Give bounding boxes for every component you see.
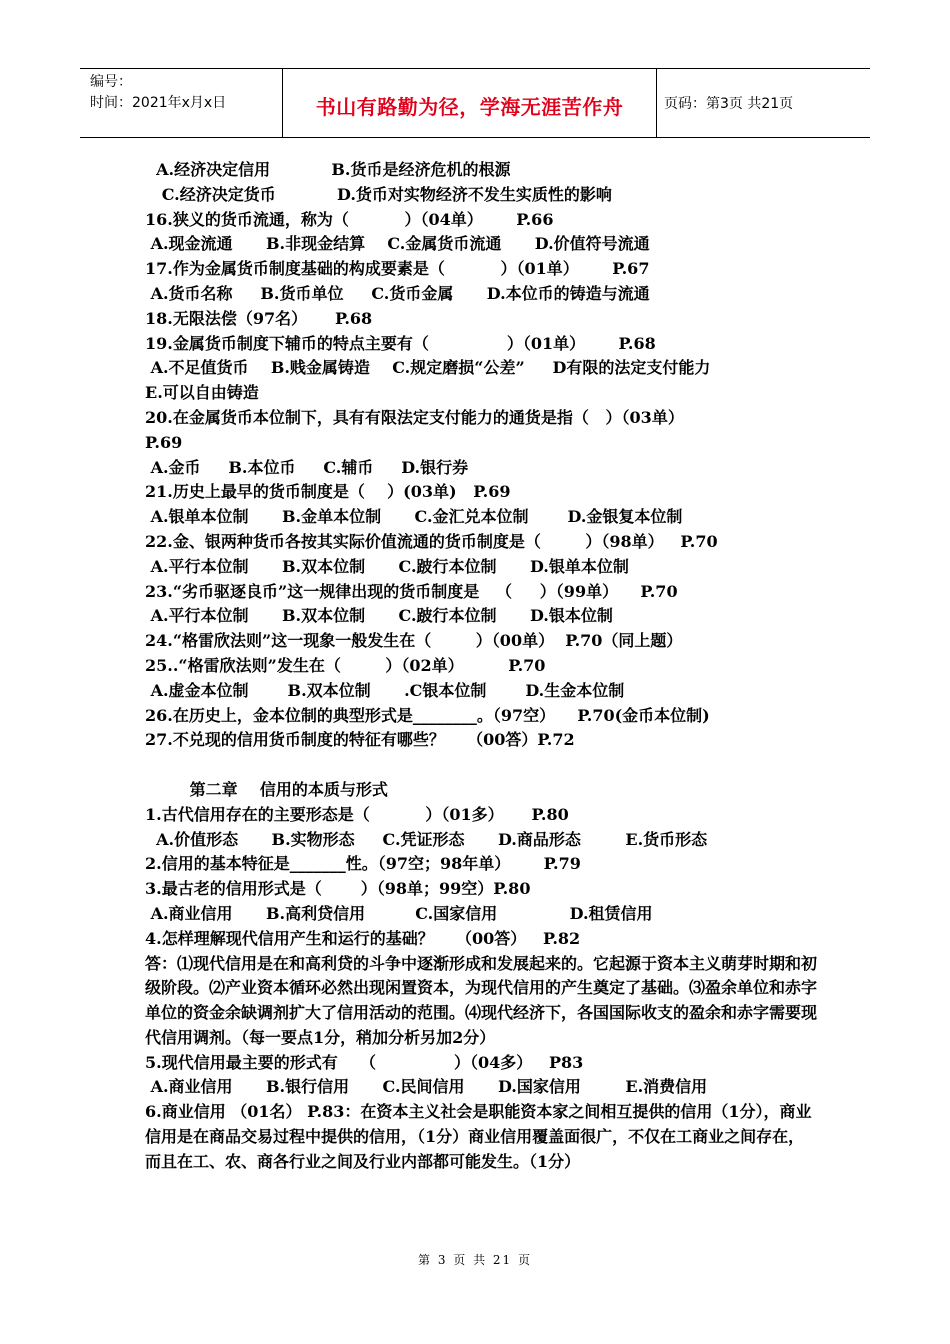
text-line: A.金币 B.本位币 C.辅币 D.银行券	[145, 457, 469, 477]
text-line: 17.作为金属货币制度基础的构成要素是（ ）（01单） P.67	[145, 259, 650, 279]
text-line: 3.最古老的信用形式是（ ）（98单；99空）P.80	[145, 879, 531, 899]
chapter-heading: 第二章 信用的本质与形式	[145, 779, 388, 799]
answer-paragraph: 答：⑴现代信用是在和高利贷的斗争中逐渐形成和发展起来的。它起源于资本主义萌芽时期和初级阶段。⑵产业资本循环必然出现闲置资本，为现代信用的产生奠定了基础。⑶盈余单位和赤字单位的资金余缺调剂扩大了信用活动的范围。⑷现代经济下，各国国际收支的盈余和赤字需要现代信用调剂。（每一要点1分，稍加分析另加2分）	[145, 953, 818, 1047]
text-line: C.经济决定货币 D.货币对实物经济不发生实质性的影响	[145, 184, 612, 204]
text-line: A.商业信用 B.银行信用 C.民间信用 D.国家信用 E.消费信用	[145, 1077, 708, 1097]
text-line: A.平行本位制 B.双本位制 C.跛行本位制 D.银单本位制	[145, 556, 629, 576]
header-page-label: 页码：第3页 共21页	[664, 96, 794, 112]
text-line: 19.金属货币制度下辅币的特点主要有（ ）（01单） P.68	[145, 333, 656, 353]
text-line: 18.无限法偿（97名） P.68	[145, 308, 373, 328]
text-line: 24.“格雷欣法则”这一现象一般发生在（ ）（00单） P.70（同上题）	[145, 631, 683, 651]
header-divider	[656, 69, 657, 137]
spacer	[145, 753, 820, 778]
text-line: 1.古代信用存在的主要形态是（ ）（01多） P.80	[145, 804, 569, 824]
text-line: 16.狭义的货币流通，称为（ ）（04单） P.66	[145, 209, 554, 229]
document-body	[145, 158, 820, 1175]
text-line: A.货币名称 B.货币单位 C.货币金属 D.本位币的铸造与流通	[145, 283, 650, 303]
text-line: 27.不兑现的信用货币制度的特征有哪些？ （00答）P.72	[145, 730, 575, 750]
text-line: 2.信用的基本特征是_______性。（97空；98年单） P.79	[145, 854, 581, 874]
document-number-label: 编号：	[90, 74, 132, 90]
text-line: 22.金、银两种货币各按其实际价值流通的货币制度是（ ）（98单） P.70	[145, 531, 718, 551]
text-line: 4.怎样理解现代信用产生和运行的基础？ （00答） P.82	[145, 928, 581, 948]
text-line: A.虚金本位制 B.双本位制 .C银本位制 D.生金本位制	[145, 680, 625, 700]
text-line: 25..“格雷欣法则”发生在（ ）（02单） P.70	[145, 655, 546, 675]
header-motto: 书山有路勤为径，学海无涯苦作舟	[315, 95, 624, 119]
text-line: 21.历史上最早的货币制度是（ ）(03单) P.69	[145, 482, 511, 502]
text-line: A.商业信用 B.高利贷信用 C.国家信用 D.租赁信用	[145, 903, 653, 923]
question-block-chapter2	[145, 803, 820, 1175]
text-line: A.银单本位制 B.金单本位制 C.金汇兑本位制 D.金银复本位制	[145, 507, 683, 527]
question-block-chapter1	[145, 158, 820, 753]
text-line: 26.在历史上，金本位制的典型形式是________。（97空） P.70(金币本位制)	[145, 705, 710, 725]
document-time-label: 时间：2021年x月x日	[90, 95, 227, 111]
text-line: A.经济决定信用 B.货币是经济危机的根源	[145, 160, 511, 179]
text-line: P.69	[145, 432, 183, 452]
text-line: 5.现代信用最主要的形式有 （ ）（04多） P83	[145, 1052, 584, 1072]
text-line: 20.在金属货币本位制下，具有有限法定支付能力的通货是指（ ）（03单）	[145, 407, 684, 427]
page-footer: 第 3 页 共 21 页	[418, 1253, 532, 1267]
page-header	[80, 68, 870, 138]
definition-paragraph: 6.商业信用 （01名） P.83：在资本主义社会是职能资本家之间相互提供的信用（1分），商业信用是在商品交易过程中提供的信用，（1分）商业信用覆盖面很广，不仅在工商业之间存在，而且在工、农、商各行业之间及行业内部都可能发生。（1分）	[145, 1102, 812, 1171]
text-line: E.可以自由铸造	[145, 383, 259, 403]
text-line: A.平行本位制 B.双本位制 C.跛行本位制 D.银本位制	[145, 606, 613, 626]
text-line: A.不足值货币 B.贱金属铸造 C.规定磨损“公差” D有限的法定支付能力	[145, 358, 711, 378]
text-line: A.价值形态 B.实物形态 C.凭证形态 D.商品形态 E.货币形态	[145, 829, 708, 849]
header-meta	[90, 72, 226, 114]
text-line: 23.“劣币驱逐良币”这一规律出现的货币制度是 （ ）（99单） P.70	[145, 581, 678, 601]
text-line: A.现金流通 B.非现金结算 C.金属货币流通 D.价值符号流通	[145, 234, 650, 254]
